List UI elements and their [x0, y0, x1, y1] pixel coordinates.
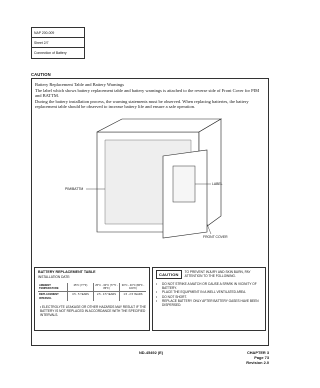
ambient-temperature-header: AMBIENT TEMPERATURE [38, 283, 68, 291]
bullet-icon: • [40, 304, 43, 309]
caution-title-line: Battery Replacement Table and Battery Warnings [35, 82, 125, 87]
sheet-number: Sheet 2/7 [32, 38, 84, 48]
chapter-number: CHAPTER 3 [246, 350, 269, 355]
front-cover-leader [207, 224, 211, 234]
front-cover-label: FRONT COVER [203, 235, 228, 239]
electrolyte-warning-text: ELECTROLYTE LEAKAGE OR OTHER HAZARDS MAY RESULT IF THE BATTERY IS NOT REPLACED IN ACCORDANCE WITH THE SPECIFIED INTERVALS. [40, 304, 146, 318]
diagram-svg [31, 114, 269, 264]
temperature-cell: 30°C - 40°C (86°F - 104°F) [121, 284, 145, 291]
caution-label-line: The label which shows battery replacement table and battery warnings is attached to the reverse side of Front Cover for PIM and BATTM. [35, 87, 260, 99]
label-callout: LABEL [212, 182, 223, 186]
page-footer [139, 350, 269, 365]
label-sticker [173, 166, 195, 202]
temperature-cell: 25°C - 30°C (77°F - 86°F) [94, 283, 120, 291]
interval-cell: 3.5 - 5 YEARS [68, 292, 94, 300]
procedure-title: Connection of Battery [34, 51, 67, 55]
caution-body [35, 82, 265, 110]
battery-label-diagram [31, 114, 269, 264]
interval-cell: 2.5 - 3.5 YEARS [94, 292, 120, 300]
caution-list [156, 282, 262, 307]
replacement-interval-header: REPLACEMENT INTERVAL [38, 292, 68, 300]
caution-installation-line: During the battery installation process, the warning statements must be observed. When replacing batteries, the battery replacement table should be observed to increase battery life and ensure a safe operation. [35, 98, 249, 110]
battery-replacement-table [34, 267, 150, 331]
caution-intro: TO PREVENT INJURY AND SKIN BURN, PAY ATTENTION TO THE FOLLOWING. [184, 270, 251, 279]
caution-item: • REPLACE BATTERY ONLY AFTER BATTERY GASES HAVE BEEN DISPERSED. [156, 299, 262, 307]
caution-item: • PLACE THE EQUIPMENT IN A WELL VENTILATED AREA. [156, 290, 262, 294]
page-number: Page 73 [254, 355, 269, 360]
caution-item: • DO NOT SHORT. [156, 295, 262, 299]
table-title: BATTERY REPLACEMENT TABLE [38, 270, 96, 274]
installation-date: INSTALLATION DATE: [38, 275, 71, 279]
revision-number: Revision 2.0 [246, 360, 269, 365]
replacement-grid [38, 283, 146, 301]
pim-battm-label: PIM/BATTM [65, 187, 84, 191]
nap-number: NAP 200-009 [32, 28, 84, 38]
caution-badge: CAUTION [156, 270, 182, 279]
electrolyte-warning-note [38, 305, 146, 318]
caution-header-row [156, 270, 262, 279]
interval-cell: 1.5 - 2.5 YEARS [123, 293, 143, 297]
caution-item: • DO NOT STRIKE A MATCH OR CAUSE A SPARK IN VICINITY OF BATTERY. [156, 282, 262, 290]
temperature-cell: 25°C (77°F) [68, 283, 94, 291]
document-number: ND-45492 (E) [139, 350, 164, 355]
caution-heading: CAUTION [31, 72, 51, 77]
document-header-box [31, 27, 85, 59]
battery-caution-box [152, 267, 266, 331]
